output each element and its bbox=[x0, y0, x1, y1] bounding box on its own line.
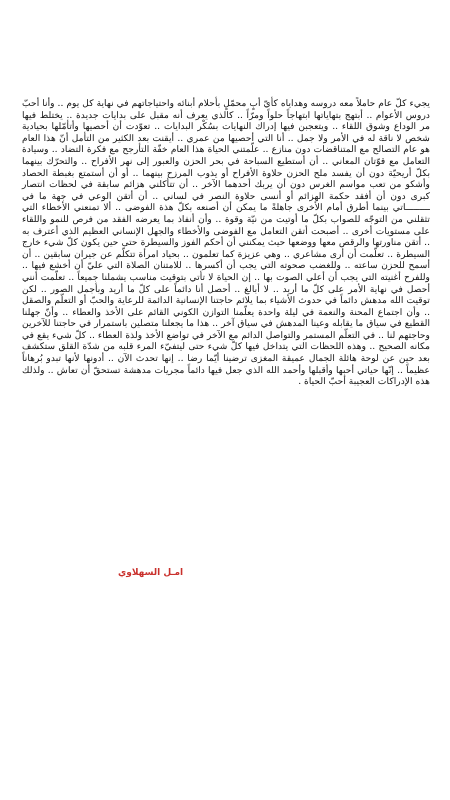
author-signature: امـل السهلاوي bbox=[118, 568, 184, 578]
article-body: يجيء كلّ عام حاملاً معه دروسه وهداياه كأيّ أبٍ محمّلٍ بأحلام أبنائه واحتياجاتهم في نهاية كل يوم .. وأنا أحبّ دروس الأعوام .. أبتهج بتهاياتها ابتهاجاً حلواً ومرّاً .. كالذي يعرف أنه مقبل على بدايات جديدة .. يختلط فيها مر الوداع وشوق اللقاء .. ويتعجبن فيها إدراك النهايات بسُكْر البدايات .. تعوّدت أن أحصيها وأتأمّلها بحيادية شخص لا ناقة له في الأمر ولا جمل .. أنا التي أحصيها من عمري .. أيقنت بعد الكثير من التأمل أنّ هذا العام هو عام التصالح مع المتناقضات دون منازع .. علّمتني الحياة هذا العام خفّة التأرجح مع فكرة التضاد .. وسيادة التعامل مع قوّتان المعاني .. أن أستطيع السباحة في بحر الحزن والعبور إلى نهر الأفراح .. والتحرّك بينهما بكلّ أريحيّة دون أن يفسد ملح الحزن حلاوة الأفراح أو يذوب المرزح بينهما .. أو أن أستمتع بغبطة الحصاد وأشكو من تعب مواسم الغرس دون أن يربك أحدهما الآخر .. أن تتأكلني هزائم سابقة في لحظات انتصار كبرى دون أن أفقد حكمة الهزائم أو أنسى حلاوة النصر في لساني .. أن أتقن الوعي في جهة ما في ـــــــــاتي بينما أطرق أمام الأخرى جاهلةً ما يمكن أن أصنعه بكلّ هذة الفوضى .. ألا تمنعني الأخطاء التي تثقلني من التوجّه للصواب بكلّ ما أوتيت من نيّة وقوة .. وأن أنفاذ بما يعرضه الفقد من فرص للنمو واللقاء على مستويات أخرى .. أصبحت أتقن التعامل مع الفوضى والأخطاء والجهل الإنساني العظيم الذي أعترف به .. أتقن مناورتها والرقص معها ووضعها حيث يمكنني أن أحكم الفوز والسيطرة حتى حين يكون كلّ شيء خارج السيطرة .. تعلّمت أن أرى مشاعري .. وهي عزيزة كما تعلمون .. بحياد امرأة تتكلّم عن جيران سابقين .. أن أسمح للحزن ساعته .. وللغضب صحوته التي يجب أن أكسرها .. للامتنان الصلاة التي عليّ أن أخشع فيها .. وللفرح أغنيته التي يجب أن أعلي الصوت بها .. إن الحياة لا تأتي بتوقيت مناسب يشملنا جميعاً .. تعلّمت أنني أحصل في نهاية الأمر على كلّ ما أريد .. لا أبالغ .. أحصل أنا دائماً على كلّ ما أريد وبأجمل الصور .. لكن توقيت الله مدهش دائماً في حدوث الأشياء بما يلائم حاجتنا الإنسانية الدائمة للرعاية والحبّ أو التعلّم والصقل .. وأن اجتماع المحنة والنعمة في ليلة واحدة يعلّمنا التوازن الكوني القائم على الأخذ والعطاء .. وأنّ جهلنا القطيع في سياق ما يقابله وعينا المدهش في سياق آخر .. هذا ما يجعلنا متصلين باستمرار في حاجتنا للآخرين وحاجتهم لنا .. في التعلّم المستمر والتواصل الدائم مع الآخر في تواضع الأخذ ولذة العطاء .. كلّ شيء يقع في مكانه الصحيح .. وهذه اللحظات التي يتداخل فيها كلّ شيء حتى ليتفيّء المرء قلبه من شدّة القلق ستكشف بعد حين عن لوحة هائلة الجمال عميقة المغزى ترضينا أيّما رضا .. إنها تحدث الآن .. أدونها لأنها تبدو بُرهاناً عظيماً .. إنّها حياتي أحبها وأقبلها وأحمد الله الذي جعل فيها دائماً مجريات مدهشة تستحقّ أن تعاش .. ولذلك هذه الإدراكات العجيبة أحبّ الحياة . bbox=[22, 98, 430, 388]
